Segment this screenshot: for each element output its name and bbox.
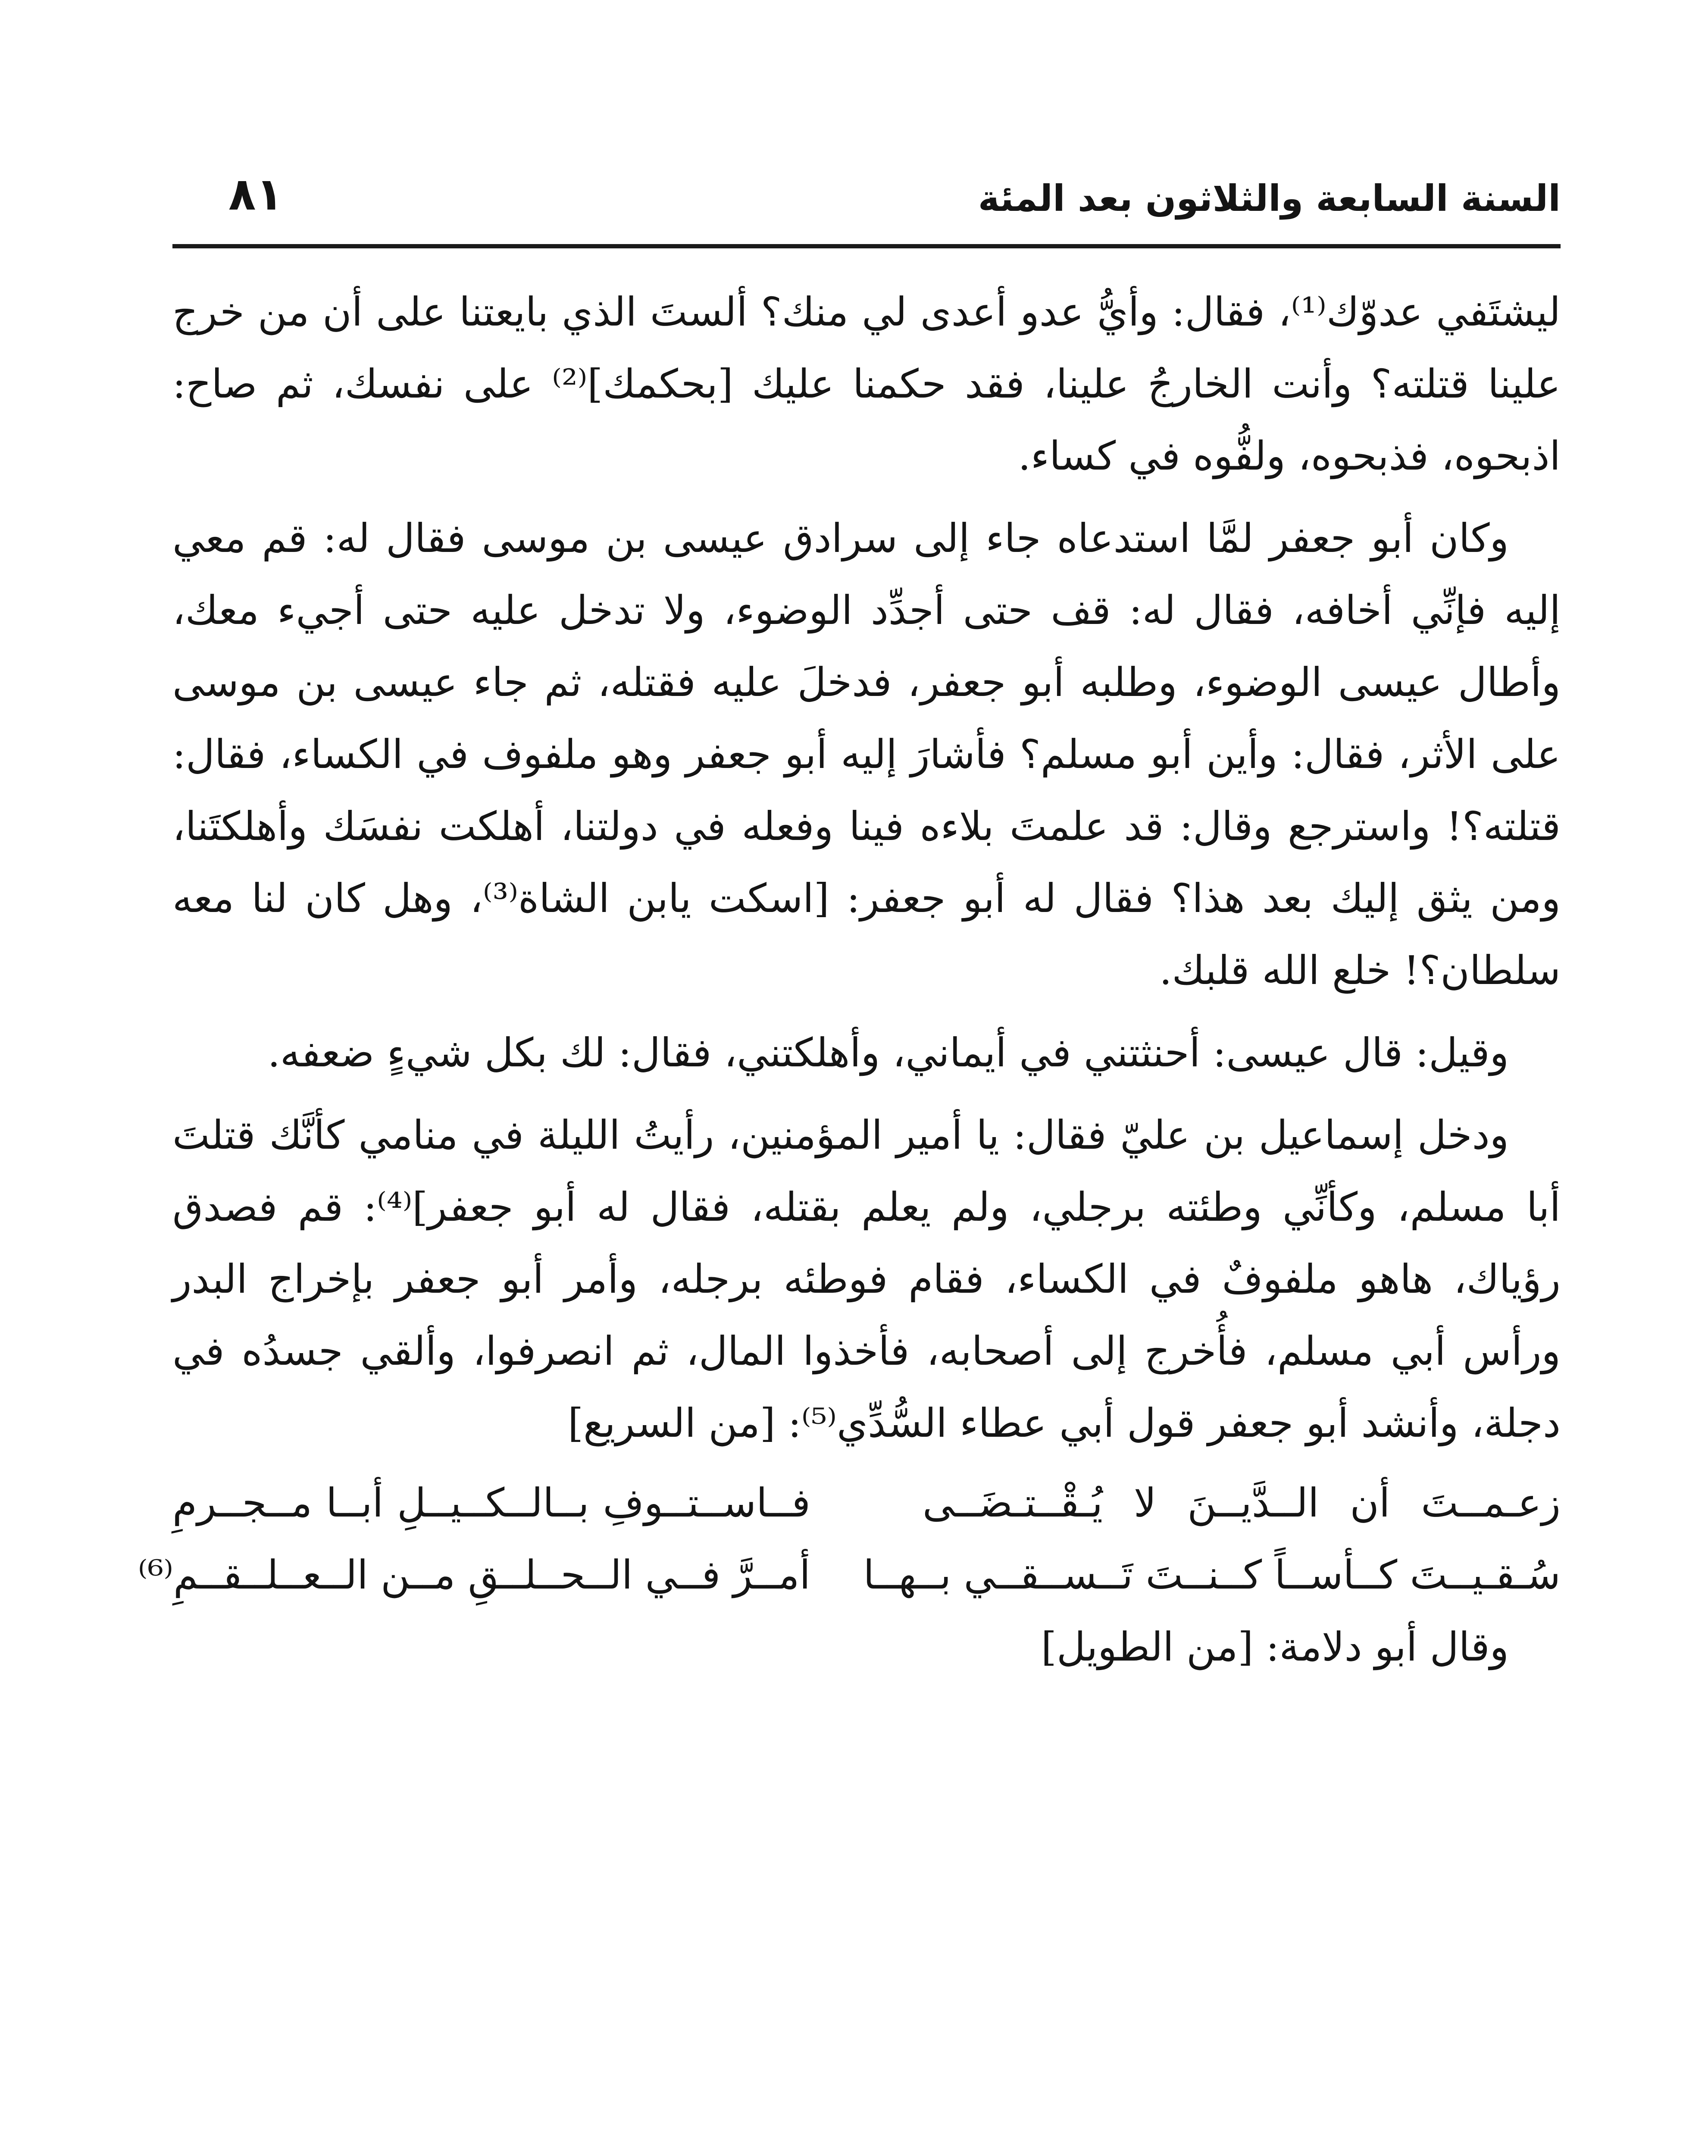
- page-number: ٨١: [228, 168, 283, 220]
- paragraph-1: ليشتَفي عدوّك⁽¹⁾، فقال: وأيُّ عدو أعدى لي منك؟ ألستَ الذي بايعتنا على أن من خرج علينا قتلته؟ وأنت الخارجُ علينا، فقد حكمنا عليك [بحكمك]⁽²⁾ على نفسك، ثم صاح: اذبحوه، فذبحوه، ولفُّوه في كساء.: [172, 289, 1561, 479]
- verse-line-2: [138, 1539, 1561, 1611]
- verse-hemistich-right: زعـمــتَ أن الــدَّيــنَ لا يُـقْــتـضَــى: [923, 1480, 1561, 1526]
- paragraph-2: وكان أبو جعفر لمَّا استدعاه جاء إلى سرادق عيسى بن موسى فقال له: قم معي إليه فإنِّي أخافه، فقال له: قف حتى أجدِّد الوضوء، ولا تدخل عليه حتى أجيء معك، وأطال عيسى الوضوء، وطلبه أبو جعفر، فدخلَ عليه فقتله، ثم جاء عيسى بن موسى على الأثر، فقال: وأين أبو مسلم؟ فأشارَ إليه أبو جعفر وهو ملفوف في الكساء، فقال: قتلته؟! واسترجع وقال: قد علمتَ بلاءه فينا وفعله في دولتنا، أهلكت نفسَك وأهلكتَنا، ومن يثق إليك بعد هذا؟ فقال له أبو جعفر: [اسكت يابن الشاة⁽³⁾، وهل كان لنا معه سلطان؟! خلع الله قلبك.: [172, 515, 1561, 993]
- header-title: السنة السابعة والثلاثون بعد المئة: [978, 177, 1561, 219]
- header-divider: [172, 244, 1561, 248]
- verse-hemistich-left: فــاســتــوفِ بــالــكــيــلِ أبــا مــجــرمِ: [172, 1480, 810, 1526]
- verse-hemistich-right: سُـقـيــتَ كــأســاً كــنــتَ تَــســقــي بــهــا: [863, 1552, 1561, 1598]
- verse-block: [138, 1467, 1561, 1611]
- paragraph-3: وقيل: قال عيسى: أحنثتني في أيماني، وأهلكتني، فقال: لك بكل شيءٍ ضعفه.: [267, 1030, 1509, 1076]
- verse-line-1: [172, 1467, 1561, 1539]
- paragraph-after-verse: وقال أبو دلامة: [من الطويل]: [1041, 1624, 1509, 1670]
- running-header: [172, 160, 1561, 246]
- paragraph-4: ودخل إسماعيل بن عليّ فقال: يا أمير المؤمنين، رأيتُ الليلة في منامي كأنَّك قتلتَ أبا مسلم، وكأنِّي وطئته برجلي، ولم يعلم بقتله، فقال له أبو جعفر]⁽⁴⁾: قم فصدق رؤياك، هاهو ملفوفٌ في الكساء، فقام فوطئه برجله، وأمر أبو جعفر بإخراج البدر ورأس أبي مسلم، فأُخرج إلى أصحابه، فأخذوا المال، ثم انصرفوا، وألقي جسدُه في دجلة، وأنشد أبو جعفر قول أبي عطاء السُّدِّي⁽⁵⁾: [من السريع]: [172, 1112, 1561, 1446]
- body-text: [138, 276, 1561, 1683]
- verse-hemistich-left: أمــرَّ فــي الــحــلــقِ مــن الــعــلــقــمِ⁽⁶⁾: [138, 1552, 810, 1598]
